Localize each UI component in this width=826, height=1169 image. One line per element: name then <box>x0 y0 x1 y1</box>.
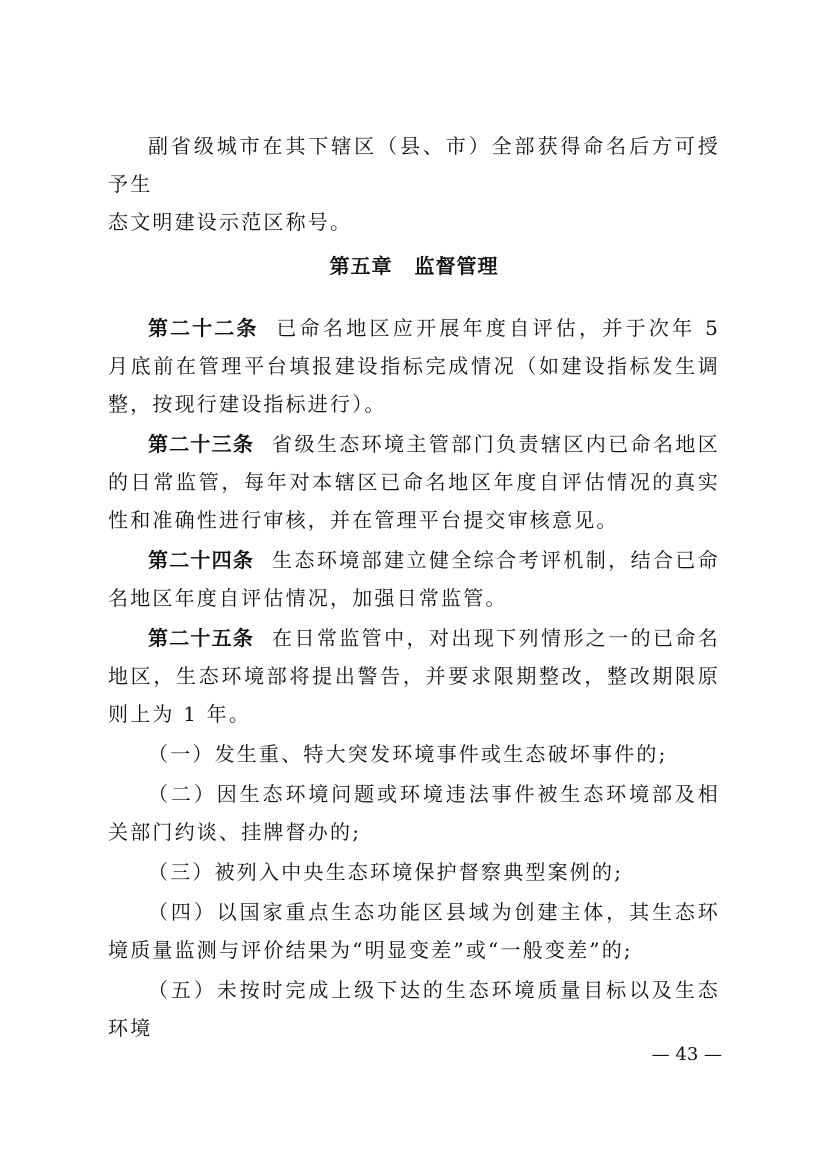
article-text: 在日常监管中，对出现下列情形之一的已命名地区，生态环境部将提出警告，并要求限期整改，整改期限原则上为 1 年。 <box>108 626 721 726</box>
list-item-2: （二）因生态环境问题或环境违法事件被生态环境部及相关部门约谈、挂牌督办的; <box>108 782 720 844</box>
article-label: 第二十三条 <box>148 432 255 456</box>
list-item-5: （五）未按时完成上级下达的生态环境质量目标以及生态环境 <box>108 978 720 1040</box>
article-label: 第二十二条 <box>148 316 259 340</box>
intro-line-1: 副省级城市在其下辖区（县、市）全部获得命名后方可授予生 <box>108 134 720 196</box>
intro-line-2: 态文明建设示范区称号。 <box>108 210 353 234</box>
list-item-4: （四）以国家重点生态功能区县域为创建主体，其生态环境质量监测与评价结果为“明显变差”或“一般变差”的; <box>108 900 720 962</box>
intro-paragraph <box>108 127 720 241</box>
list-item-3: （三）被列入中央生态环境保护督察典型案例的; <box>148 860 624 884</box>
chapter-number: 第五章 <box>329 254 393 278</box>
article-label: 第二十五条 <box>148 626 255 650</box>
article-23 <box>108 425 720 539</box>
article-label: 第二十四条 <box>148 548 255 572</box>
article-text: 省级生态环境主管部门负责辖区内已命名地区的日常监管，每年对本辖区已命名地区年度自评估情况的真实性和准确性进行审核，并在管理平台提交审核意见。 <box>108 432 721 532</box>
chapter-body <box>108 309 720 1047</box>
chapter-heading <box>108 251 720 281</box>
chapter-title: 监督管理 <box>414 254 499 278</box>
article-text: 已命名地区应开展年度自评估，并于次年 5 月底前在管理平台填报建设指标完成情况（如建设指标发生调整，按现行建设指标进行）。 <box>108 316 720 416</box>
article-24 <box>108 541 720 617</box>
article-22 <box>108 309 720 423</box>
page-number: — 43 — <box>651 1044 722 1065</box>
list-item-1: （一）发生重、特大突发环境事件或生态破坏事件的; <box>148 742 668 766</box>
article-text: 生态环境部建立健全综合考评机制，结合已命名地区年度自评估情况，加强日常监管。 <box>108 548 721 610</box>
article-25 <box>108 619 720 733</box>
